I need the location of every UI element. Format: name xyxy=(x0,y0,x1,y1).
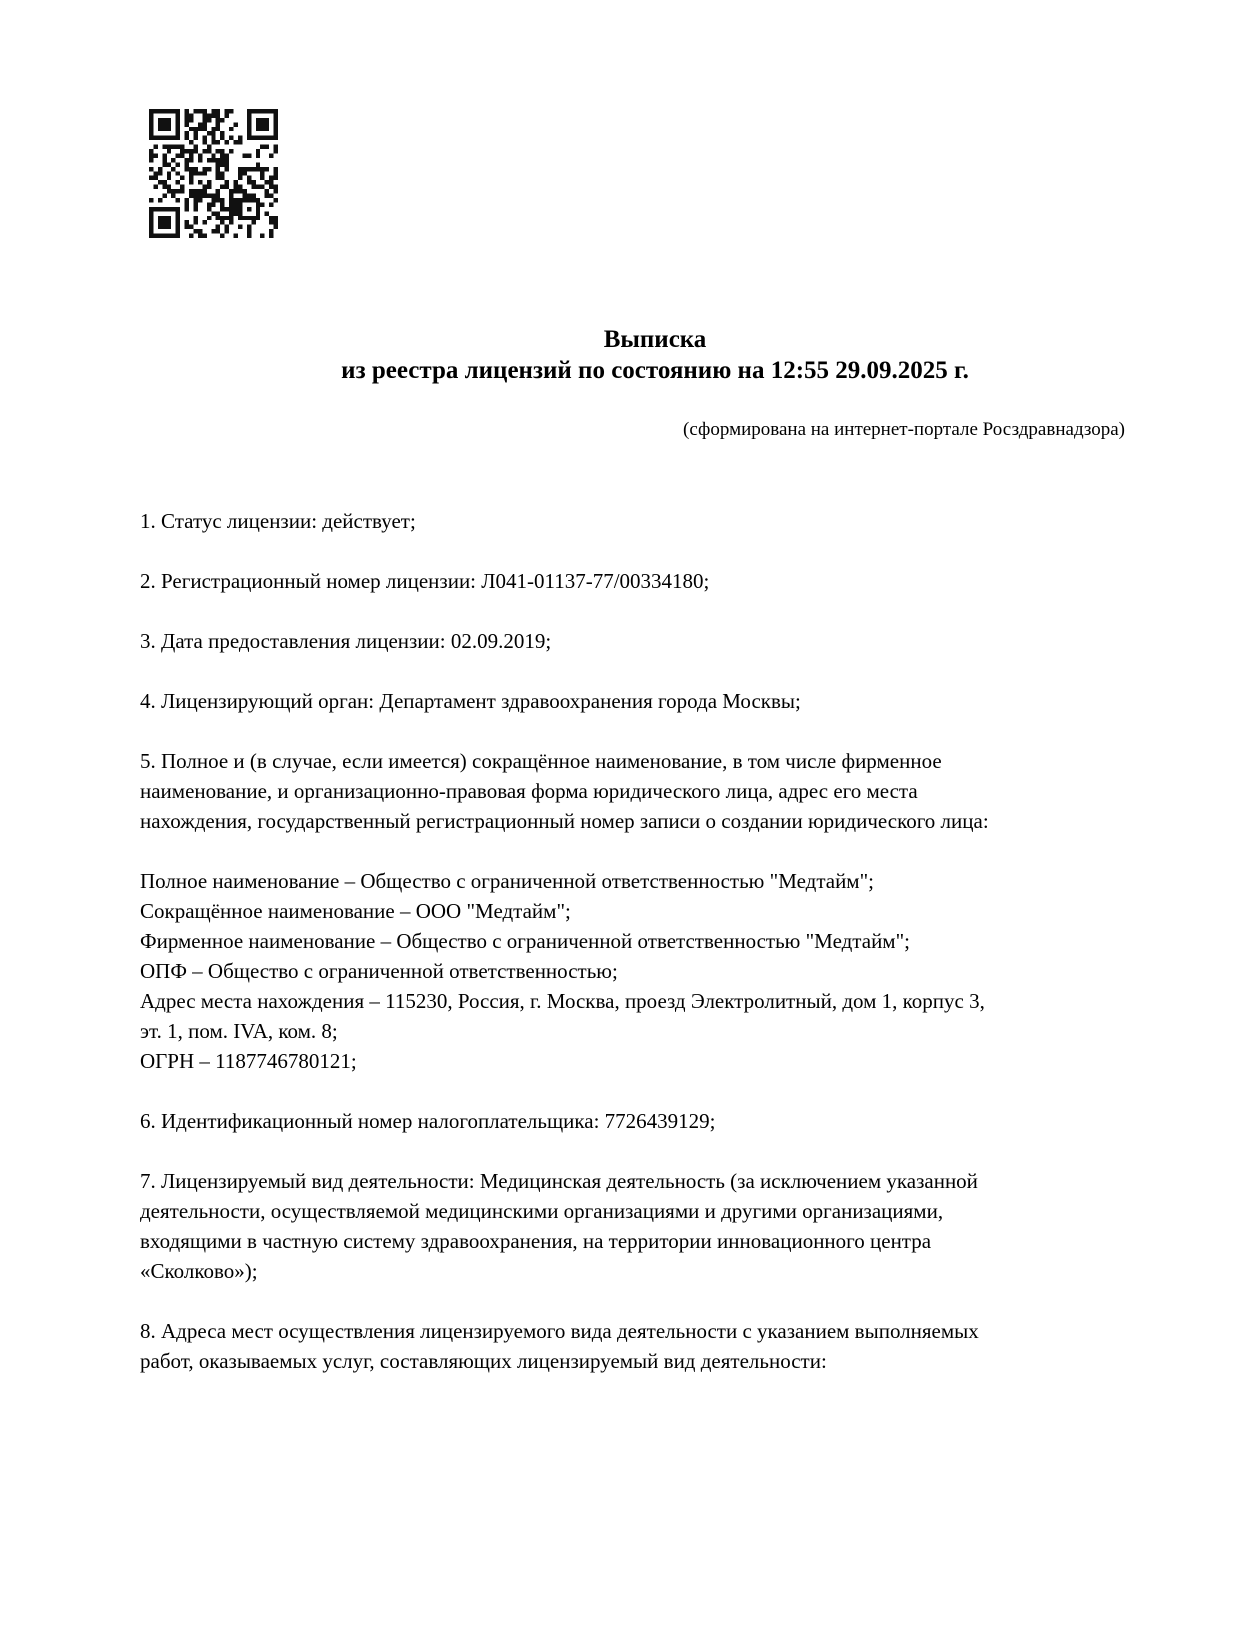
text-line: 5. Полное и (в случае, если имеется) сокращённое наименование, в том числе фирменное xyxy=(140,749,942,773)
document-title xyxy=(140,324,1170,386)
text-line: 3. Дата предоставления лицензии: 02.09.2019; xyxy=(140,629,552,653)
text-line: 7. Лицензируемый вид деятельности: Медицинская деятельность (за исключением указанной xyxy=(140,1169,978,1193)
text-line: 8. Адреса мест осуществления лицензируемого вида деятельности с указанием выполняемых xyxy=(140,1319,979,1343)
text-line: работ, оказываемых услуг, составляющих лицензируемый вид деятельности: xyxy=(140,1349,827,1373)
text-line: Полное наименование – Общество с ограниченной ответственностью "Медтайм"; xyxy=(140,869,875,893)
text-line: 2. Регистрационный номер лицензии: Л041-01137-77/00334180; xyxy=(140,569,710,593)
text-line: Сокращённое наименование – ООО "Медтайм"; xyxy=(140,899,571,923)
paragraph xyxy=(140,746,1180,836)
text-line: деятельности, осуществляемой медицинскими организациями и другими организациями, xyxy=(140,1199,944,1223)
paragraph xyxy=(140,1316,1180,1376)
text-line: эт. 1, пом. IVA, ком. 8; xyxy=(140,1019,338,1043)
paragraph xyxy=(140,1166,1180,1286)
document-body xyxy=(140,506,1180,1406)
document-title-line1: Выписка xyxy=(603,326,707,353)
text-line: входящими в частную систему здравоохранения, на территории инновационного центра xyxy=(140,1229,932,1253)
text-line: ОПФ – Общество с ограниченной ответственностью; xyxy=(140,959,618,983)
paragraph xyxy=(140,626,1180,656)
text-line: ОГРН – 1187746780121; xyxy=(140,1049,357,1073)
text-line: Фирменное наименование – Общество с ограниченной ответственностью "Медтайм"; xyxy=(140,929,910,953)
text-line: 6. Идентификационный номер налогоплательщика: 7726439129; xyxy=(140,1109,716,1133)
text-line: 1. Статус лицензии: действует; xyxy=(140,509,416,533)
paragraph xyxy=(140,1106,1180,1136)
qr-code-icon xyxy=(149,109,278,238)
document-subtitle: (сформирована на интернет-портале Росздравнадзора) xyxy=(683,419,1125,440)
text-line: нахождения, государственный регистрационный номер записи о создании юридического лица: xyxy=(140,809,989,833)
document-title-line2: из реестра лицензий по состоянию на 12:55 29.09.2025 г. xyxy=(341,357,969,384)
paragraph xyxy=(140,686,1180,716)
paragraph xyxy=(140,506,1180,536)
text-line: «Сколково»); xyxy=(140,1259,258,1283)
paragraph xyxy=(140,866,1180,1076)
text-line: наименование, и организационно-правовая форма юридического лица, адрес его места xyxy=(140,779,918,803)
text-line: 4. Лицензирующий орган: Департамент здравоохранения города Москвы; xyxy=(140,689,801,713)
paragraph xyxy=(140,566,1180,596)
text-line: Адрес места нахождения – 115230, Россия, г. Москва, проезд Электролитный, дом 1, корпус 3, xyxy=(140,989,985,1013)
